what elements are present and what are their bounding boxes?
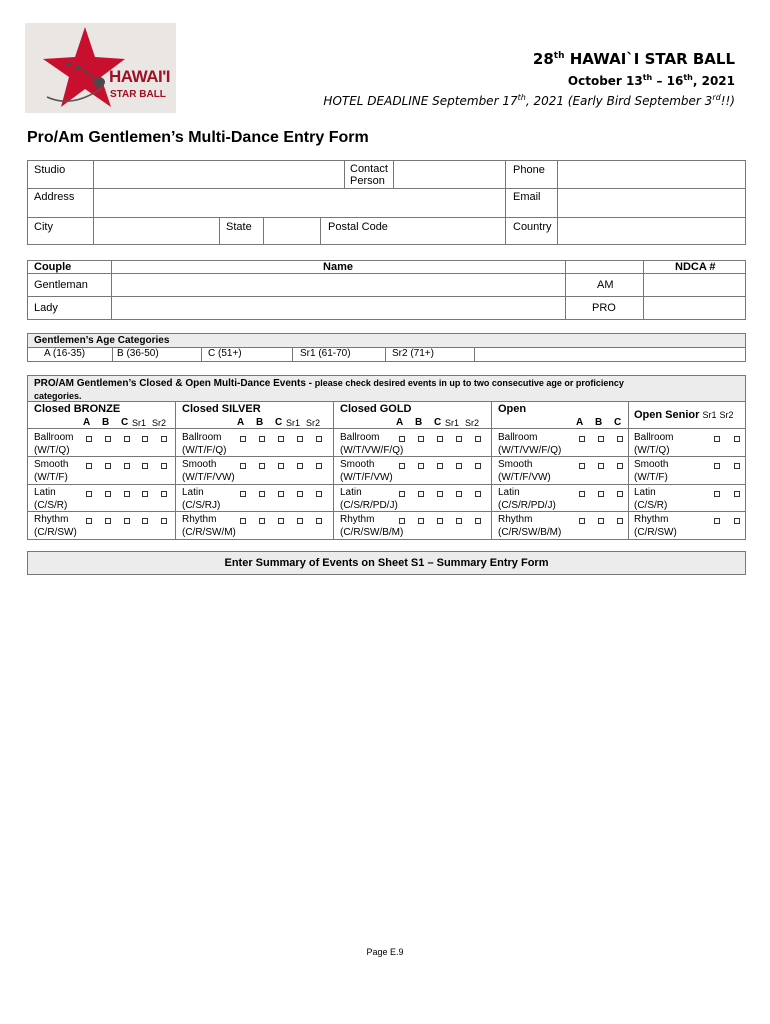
age-cat-b[interactable]: B (36-50) (117, 348, 159, 359)
gold-ballroom-checkbox-1[interactable] (399, 436, 405, 442)
couple-header: Couple (34, 261, 72, 273)
bronze-smooth-checkbox-2[interactable] (105, 463, 111, 469)
lady-label: Lady (34, 302, 58, 314)
bronze-ballroom-checkbox-3[interactable] (124, 436, 130, 442)
silver-latin-checkbox-1[interactable] (240, 491, 246, 497)
senior-smooth-checkbox-2[interactable] (734, 463, 740, 469)
silver-ballroom-label: Ballroom (W/T/F/Q) (182, 432, 227, 456)
bronze-latin-checkbox-5[interactable] (161, 491, 167, 497)
silver-rhythm-checkbox-2[interactable] (259, 518, 265, 524)
gold-ballroom-checkbox-3[interactable] (437, 436, 443, 442)
bronze-smooth-checkbox-3[interactable] (124, 463, 130, 469)
senior-rhythm-label: Rhythm (C/R/SW) (634, 514, 677, 538)
silver-rhythm-checkbox-3[interactable] (278, 518, 284, 524)
name-header: Name (323, 261, 353, 273)
silver-smooth-checkbox-5[interactable] (316, 463, 322, 469)
am-label: AM (597, 279, 614, 291)
gold-latin-checkbox-3[interactable] (437, 491, 443, 497)
postal-code-field[interactable] (394, 218, 504, 244)
open-ballroom-checkbox-1[interactable] (579, 436, 585, 442)
silver-col-sr2: Sr2 (306, 418, 321, 428)
open-latin-label: Latin (C/S/R/PD/J) (498, 487, 556, 511)
silver-smooth-checkbox-1[interactable] (240, 463, 246, 469)
gold-header: Closed GOLD (340, 403, 412, 415)
silver-col-sr1: Sr1 (286, 418, 301, 428)
gold-latin-checkbox-1[interactable] (399, 491, 405, 497)
silver-ballroom-checkbox-5[interactable] (316, 436, 322, 442)
city-field[interactable] (94, 218, 218, 244)
events-note-cont: categories. (34, 391, 82, 401)
country-field[interactable] (558, 218, 745, 244)
silver-smooth-checkbox-4[interactable] (297, 463, 303, 469)
gold-rhythm-checkbox-3[interactable] (437, 518, 443, 524)
senior-latin-label: Latin (C/S/R) (634, 487, 668, 511)
senior-latin-checkbox-2[interactable] (734, 491, 740, 497)
gold-smooth-checkbox-1[interactable] (399, 463, 405, 469)
gold-latin-checkbox-2[interactable] (418, 491, 424, 497)
gold-rhythm-checkbox-1[interactable] (399, 518, 405, 524)
silver-rhythm-label: Rhythm (C/R/SW/M) (182, 514, 236, 538)
open-ballroom-checkbox-3[interactable] (617, 436, 623, 442)
open-rhythm-checkbox-3[interactable] (617, 518, 623, 524)
bronze-ballroom-label: Ballroom (W/T/Q) (34, 432, 74, 456)
gold-smooth-checkbox-5[interactable] (475, 463, 481, 469)
open-smooth-checkbox-1[interactable] (579, 463, 585, 469)
gold-rhythm-checkbox-5[interactable] (475, 518, 481, 524)
gold-col-sr2: Sr2 (465, 418, 480, 428)
logo-text-starball: STAR BALL (110, 89, 166, 100)
gold-smooth-checkbox-4[interactable] (456, 463, 462, 469)
silver-ballroom-checkbox-3[interactable] (278, 436, 284, 442)
contact-person-field[interactable] (394, 161, 504, 187)
age-cat-c[interactable]: C (51+) (208, 348, 242, 359)
bronze-ballroom-checkbox-2[interactable] (105, 436, 111, 442)
open-latin-checkbox-2[interactable] (598, 491, 604, 497)
silver-col-b: B (256, 417, 264, 428)
open-ballroom-checkbox-2[interactable] (598, 436, 604, 442)
age-cat-a[interactable]: A (16-35) (44, 348, 86, 359)
ndca-header: NDCA # (675, 261, 716, 273)
gold-smooth-checkbox-2[interactable] (418, 463, 424, 469)
bronze-ballroom-checkbox-5[interactable] (161, 436, 167, 442)
gold-col-a: A (396, 417, 404, 428)
silver-latin-checkbox-5[interactable] (316, 491, 322, 497)
gold-col-c: C (434, 417, 442, 428)
open-smooth-checkbox-2[interactable] (598, 463, 604, 469)
silver-latin-label: Latin (C/S/RJ) (182, 487, 221, 511)
gold-latin-label: Latin (C/S/R/PD/J) (340, 487, 398, 511)
open-smooth-checkbox-3[interactable] (617, 463, 623, 469)
country-label: Country (513, 221, 552, 233)
silver-smooth-checkbox-3[interactable] (278, 463, 284, 469)
gold-ballroom-checkbox-4[interactable] (456, 436, 462, 442)
gold-ballroom-label: Ballroom (W/T/VW/F/Q) (340, 432, 404, 456)
silver-rhythm-checkbox-5[interactable] (316, 518, 322, 524)
gold-rhythm-checkbox-2[interactable] (418, 518, 424, 524)
senior-ballroom-label: Ballroom (W/T/Q) (634, 432, 674, 456)
gold-smooth-checkbox-3[interactable] (437, 463, 443, 469)
open-smooth-label: Smooth (W/T/F/VW) (498, 459, 551, 483)
silver-ballroom-checkbox-1[interactable] (240, 436, 246, 442)
senior-smooth-label: Smooth (W/T/F) (634, 459, 669, 483)
bronze-col-a: A (83, 417, 91, 428)
bronze-latin-checkbox-4[interactable] (142, 491, 148, 497)
open-col-a: A (576, 417, 584, 428)
bronze-smooth-label: Smooth (W/T/F) (34, 459, 69, 483)
logo (25, 23, 176, 113)
bronze-latin-checkbox-1[interactable] (86, 491, 92, 497)
gold-smooth-label: Smooth (W/T/F/VW) (340, 459, 393, 483)
gentleman-name-field[interactable] (112, 274, 564, 295)
bronze-rhythm-checkbox-1[interactable] (86, 518, 92, 524)
gold-ballroom-checkbox-2[interactable] (418, 436, 424, 442)
silver-ballroom-checkbox-4[interactable] (297, 436, 303, 442)
form-title: Pro/Am Gentlemen’s Multi-Dance Entry Form (27, 129, 369, 146)
bronze-header: Closed BRONZE (34, 403, 121, 415)
gold-rhythm-checkbox-4[interactable] (456, 518, 462, 524)
silver-rhythm-checkbox-4[interactable] (297, 518, 303, 524)
address-label: Address (34, 191, 75, 203)
pro-label: PRO (592, 302, 616, 314)
bronze-rhythm-checkbox-3[interactable] (124, 518, 130, 524)
silver-col-c: C (275, 417, 283, 428)
lady-name-field[interactable] (112, 297, 564, 319)
bronze-col-sr2: Sr2 (152, 418, 167, 428)
gentleman-ndca-field[interactable] (644, 274, 745, 295)
city-label: City (34, 221, 53, 233)
open-rhythm-checkbox-1[interactable] (579, 518, 585, 524)
bronze-smooth-checkbox-1[interactable] (86, 463, 92, 469)
bronze-ballroom-checkbox-4[interactable] (142, 436, 148, 442)
bronze-latin-label: Latin (C/S/R) (34, 487, 68, 511)
gentleman-label: Gentleman (34, 279, 88, 291)
postal-code-label: Postal Code (328, 221, 388, 233)
gold-rhythm-label: Rhythm (C/R/SW/B/M) (340, 514, 404, 538)
bronze-latin-checkbox-3[interactable] (124, 491, 130, 497)
age-cat-sr1[interactable]: Sr1 (61-70) (300, 348, 351, 359)
studio-field[interactable] (94, 161, 343, 187)
senior-rhythm-checkbox-1[interactable] (714, 518, 720, 524)
bronze-col-b: B (102, 417, 110, 428)
senior-latin-checkbox-1[interactable] (714, 491, 720, 497)
gold-latin-checkbox-4[interactable] (456, 491, 462, 497)
phone-field[interactable] (558, 161, 745, 187)
studio-label: Studio (34, 164, 66, 176)
events-title: PRO/AM Gentlemen’s Closed & Open Multi-Dance Events - please check desired events in up to two consecutive age or proficiency categories. (34, 378, 624, 401)
bronze-latin-checkbox-2[interactable] (105, 491, 111, 497)
bronze-rhythm-label: Rhythm (C/R/SW) (34, 514, 77, 538)
silver-col-a: A (237, 417, 245, 428)
phone-label: Phone (513, 164, 545, 176)
open-latin-checkbox-3[interactable] (617, 491, 623, 497)
silver-header: Closed SILVER (182, 403, 261, 415)
state-label: State (226, 221, 252, 233)
open-header: Open (498, 403, 527, 415)
address-field[interactable] (94, 189, 504, 216)
silver-ballroom-checkbox-2[interactable] (259, 436, 265, 442)
event-title: 28th HAWAI`I STAR BALL (532, 50, 735, 68)
open-col-b: B (595, 417, 603, 428)
state-field[interactable] (264, 218, 319, 244)
logo-text-hawaii: HAWAI'I (109, 67, 170, 86)
open-rhythm-checkbox-2[interactable] (598, 518, 604, 524)
bronze-ballroom-checkbox-1[interactable] (86, 436, 92, 442)
age-cat-sr2[interactable]: Sr2 (71+) (392, 348, 434, 359)
contact-person-label: Contact Person (350, 163, 388, 187)
lady-ndca-field[interactable] (644, 297, 745, 319)
silver-latin-checkbox-2[interactable] (259, 491, 265, 497)
gold-latin-checkbox-5[interactable] (475, 491, 481, 497)
silver-rhythm-checkbox-1[interactable] (240, 518, 246, 524)
silver-latin-checkbox-4[interactable] (297, 491, 303, 497)
age-categories-title: Gentlemen’s Age Categories (34, 335, 170, 346)
summary-note: Enter Summary of Events on Sheet S1 – Summary Entry Form (224, 557, 549, 569)
gold-col-sr1: Sr1 (445, 418, 460, 428)
bronze-col-c: C (121, 417, 129, 428)
gold-ballroom-checkbox-5[interactable] (475, 436, 481, 442)
senior-rhythm-checkbox-2[interactable] (734, 518, 740, 524)
open-col-c: C (614, 417, 622, 428)
open-latin-checkbox-1[interactable] (579, 491, 585, 497)
email-field[interactable] (558, 189, 745, 216)
bronze-rhythm-checkbox-2[interactable] (105, 518, 111, 524)
bronze-col-sr1: Sr1 (132, 418, 147, 428)
event-dates: October 13th – 16th, 2021 (567, 73, 735, 88)
senior-smooth-checkbox-1[interactable] (714, 463, 720, 469)
email-label: Email (513, 191, 541, 203)
silver-smooth-label: Smooth (W/T/F/VW) (182, 459, 235, 483)
open-ballroom-label: Ballroom (W/T/VW/F/Q) (498, 432, 562, 456)
senior-ballroom-checkbox-2[interactable] (734, 436, 740, 442)
hotel-deadline: HOTEL DEADLINE September 17th, 2021 (Early Bird September 3rd!!) (323, 93, 735, 108)
silver-latin-checkbox-3[interactable] (278, 491, 284, 497)
open-rhythm-label: Rhythm (C/R/SW/B/M) (498, 514, 562, 538)
senior-ballroom-checkbox-1[interactable] (714, 436, 720, 442)
events-note: please check desired events in up to two consecutive age or proficiency (314, 378, 624, 388)
bronze-rhythm-checkbox-4[interactable] (142, 518, 148, 524)
gold-col-b: B (415, 417, 423, 428)
bronze-rhythm-checkbox-5[interactable] (161, 518, 167, 524)
page-number: Page E.9 (366, 947, 404, 957)
bronze-smooth-checkbox-5[interactable] (161, 463, 167, 469)
bronze-smooth-checkbox-4[interactable] (142, 463, 148, 469)
silver-smooth-checkbox-2[interactable] (259, 463, 265, 469)
senior-header: Open Senior Sr1 Sr2 (634, 409, 734, 421)
